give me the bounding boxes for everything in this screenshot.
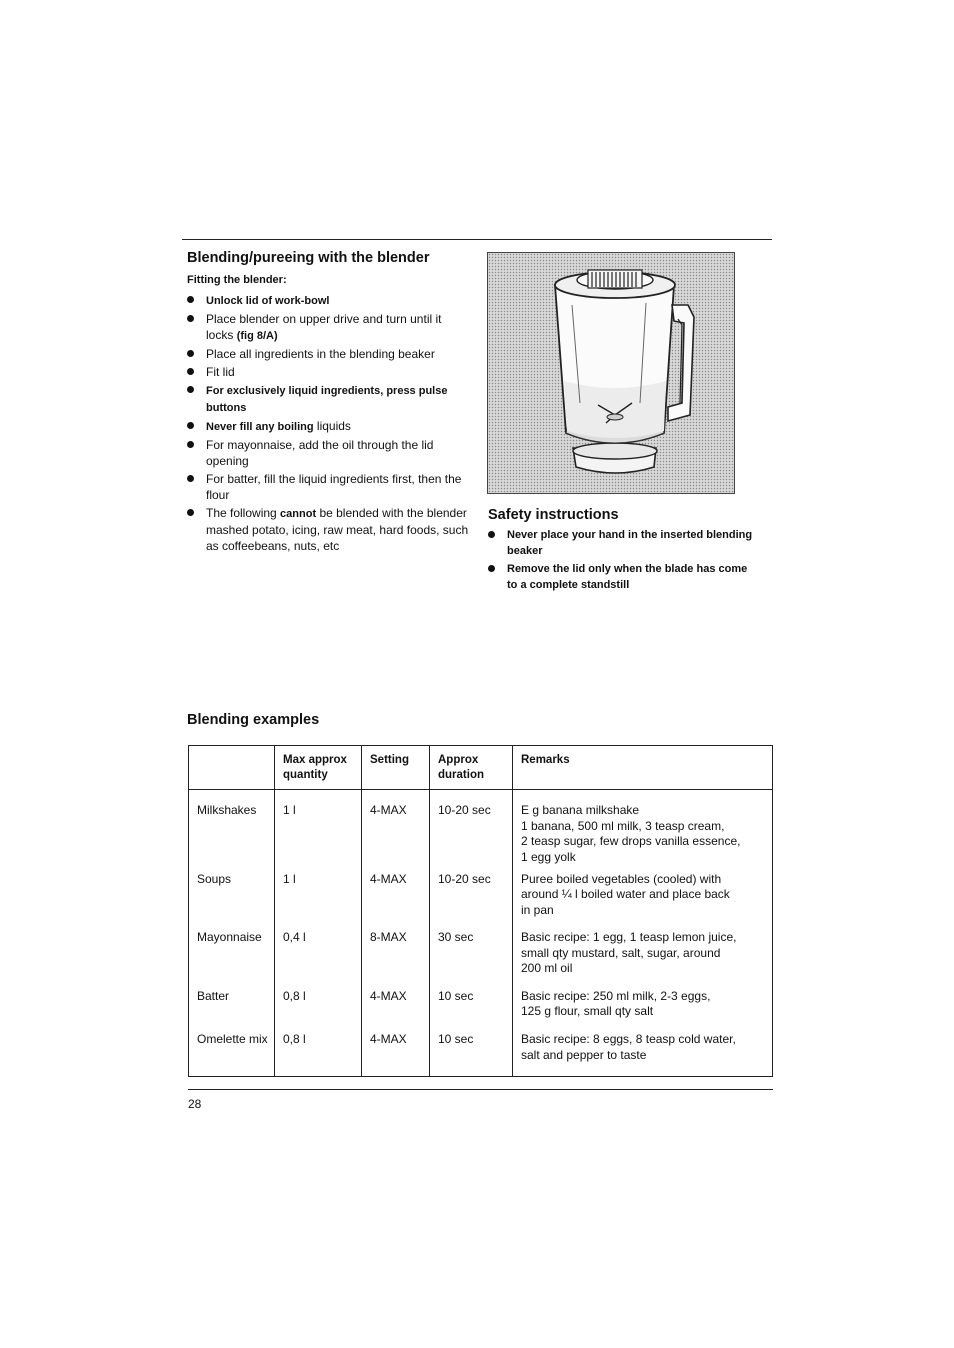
safety-list (488, 527, 758, 595)
fitting-label: Fitting the blender: (187, 274, 287, 286)
remarks-cell (513, 983, 773, 1026)
remark-line: E g banana milkshake (521, 803, 640, 817)
step-bold-text: cannot (280, 508, 317, 520)
list-item (187, 311, 471, 344)
food-cell: Omelette mix (197, 1032, 268, 1047)
blending-steps-list (187, 292, 471, 556)
header-setting: Setting (362, 746, 430, 790)
step-bold-text: Never fill any boiling (206, 421, 314, 433)
quantity-cell: 0,8 l (275, 983, 362, 1026)
top-rule (182, 239, 772, 240)
bullet-icon (187, 441, 194, 448)
bullet-icon (187, 422, 194, 429)
food-cell: Milkshakes (197, 803, 257, 817)
remark-line: in pan (521, 902, 554, 917)
safety-title: Safety instructions (488, 507, 619, 523)
bullet-icon (187, 509, 194, 516)
step-bold-text: Unlock lid of work-bowl (206, 295, 330, 307)
remark-line: small qty mustard, salt, sugar, around (521, 945, 721, 960)
duration-cell: 30 sec (430, 924, 513, 983)
food-cell: Soups (197, 871, 232, 886)
step-text: Place blender on upper drive and turn until it locks (206, 312, 442, 342)
step-bold-text: For exclusively liquid ingredients, press pulse buttons (206, 385, 448, 414)
page-number: 28 (188, 1097, 202, 1111)
food-cell: Batter (197, 988, 230, 1003)
bullet-icon (187, 386, 194, 393)
remarks-cell (513, 1026, 773, 1076)
remark-line: 125 g flour, small qty salt (521, 1004, 654, 1019)
remark-line: 1 banana, 500 ml milk, 3 teasp cream, (521, 818, 725, 833)
step-text: The following (206, 506, 281, 520)
remark-line: Basic recipe: 250 ml milk, 2-3 eggs, (521, 988, 711, 1003)
table-row (189, 866, 773, 925)
remark-line: Basic recipe: 1 egg, 1 teasp lemon juice, (521, 930, 737, 945)
duration-cell: 10 sec (430, 983, 513, 1026)
quantity-cell: 1 l (275, 790, 362, 866)
bullet-icon (488, 531, 495, 538)
duration-cell: 10 sec (430, 1026, 513, 1076)
duration-cell: 10-20 sec (430, 866, 513, 925)
step-text: Place all ingredients in the blending beaker (206, 347, 435, 361)
header-duration: Approx duration (430, 746, 513, 790)
list-item (187, 382, 471, 416)
list-item (187, 418, 471, 435)
list-item (187, 437, 471, 469)
header-food (189, 746, 275, 790)
remark-line: Puree boiled vegetables (cooled) with (521, 871, 722, 886)
step-text: For batter, fill the liquid ingredients first, then the flour (206, 472, 462, 502)
table-row (189, 790, 773, 866)
step-bold-text: (fig 8/A) (236, 330, 278, 342)
step-text: Fit lid (206, 365, 235, 379)
table-row (189, 983, 773, 1026)
list-item (187, 292, 471, 309)
blender-beaker-illustration (487, 252, 735, 494)
bullet-icon (187, 368, 194, 375)
food-cell: Mayonnaise (197, 930, 262, 945)
list-item (187, 364, 471, 380)
header-remarks: Remarks (513, 746, 773, 790)
setting-cell: 4-MAX (362, 1026, 430, 1076)
list-item (187, 471, 471, 503)
bullet-icon (187, 315, 194, 322)
list-item (187, 505, 471, 554)
table-header-row (189, 746, 773, 790)
blending-title: Blending/pureeing with the blender (187, 250, 430, 266)
duration-cell: 10-20 sec (430, 790, 513, 866)
setting-cell: 4-MAX (362, 866, 430, 925)
step-text: For mayonnaise, add the oil through the lid opening (206, 438, 434, 468)
remark-line: around ¼ l boiled water and place back (521, 887, 730, 902)
remark-line: 1 egg yolk (521, 849, 576, 864)
remark-line: Basic recipe: 8 eggs, 8 teasp cold water, (521, 1032, 736, 1047)
examples-title: Blending examples (187, 712, 320, 728)
remark-line: 200 ml oil (521, 961, 573, 976)
bullet-icon (187, 350, 194, 357)
bottom-rule (188, 1089, 773, 1090)
quantity-cell: 0,8 l (275, 1026, 362, 1076)
quantity-cell: 0,4 l (275, 924, 362, 983)
remarks-cell (513, 924, 773, 983)
setting-cell: 8-MAX (362, 924, 430, 983)
bullet-icon (187, 296, 194, 303)
bullet-icon (488, 565, 495, 572)
header-quantity: Max approx quantity (275, 746, 362, 790)
list-item (187, 346, 471, 362)
safety-text: Remove the lid only when the blade has come to a complete standstill (507, 563, 748, 591)
remarks-cell (513, 866, 773, 925)
table-row (189, 924, 773, 983)
setting-cell: 4-MAX (362, 983, 430, 1026)
safety-text: Never place your hand in the inserted blending beaker (507, 529, 753, 557)
step-text: liquids (313, 419, 351, 433)
list-item (488, 561, 758, 593)
step-text: be blended with the blender mashed potato, icing, raw meat, hard foods, such as coffeebeans, nuts, etc (206, 506, 469, 553)
remarks-cell (513, 790, 773, 866)
quantity-cell: 1 l (275, 866, 362, 925)
setting-cell: 4-MAX (362, 790, 430, 866)
list-item (488, 527, 758, 559)
table-row (189, 1026, 773, 1076)
bullet-icon (187, 475, 194, 482)
blender-beaker-icon (488, 253, 734, 493)
blending-examples-table (188, 745, 773, 1077)
remark-line: salt and pepper to taste (521, 1047, 647, 1062)
remark-line: 2 teasp sugar, few drops vanilla essence, (521, 834, 741, 848)
